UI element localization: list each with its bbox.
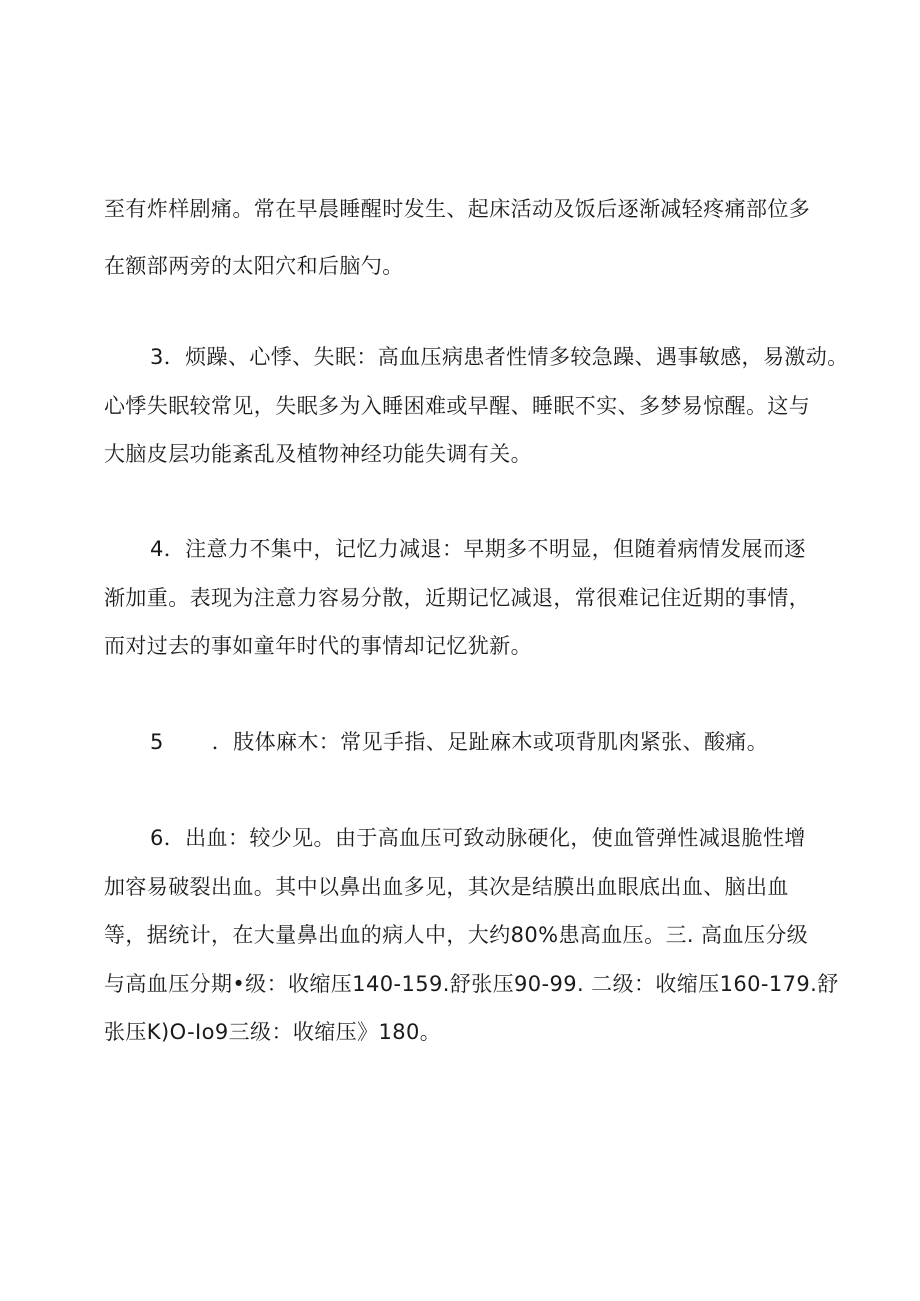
paragraph-line: 等，据统计，在大量鼻出血的病人中，大约80%患高血压。三. 高血压分级 [104,923,809,947]
item-4-first-line: 4．注意力不集中，记忆力减退：早期多不明显，但随着病情发展而逐 [150,537,806,561]
paragraph-line: 渐加重。表现为注意力容易分散，近期记忆减退，常很难记住近期的事情， [104,586,811,610]
item-5-number: 5 [150,730,164,754]
paragraph-line: 心悸失眠较常见，失眠多为入睡困难或早醒、睡眠不实、多梦易惊醒。这与 [104,394,811,418]
item-6-first-line: 6．出血：较少见。由于高血压可致动脉硬化，使血管弹性减退脆性增 [150,826,806,850]
paragraph-line: 与高血压分期•级：收缩压140-159.舒张压90-99. 二级：收缩压160-179.舒 [104,972,839,996]
paragraph-line: 大脑皮层功能紊乱及植物神经功能失调有关。 [104,442,532,466]
paragraph-line: 张压K)O-Io9三级：收缩压》180。 [104,1020,442,1044]
paragraph-line: 加容易破裂出血。其中以鼻出血多见，其次是结膜出血眼底出血、脑出血 [104,875,789,899]
paragraph-line: 而对过去的事如童年时代的事情却记忆犹新。 [104,634,532,658]
paragraph-line: 在额部两旁的太阳穴和后脑勺。 [104,254,404,278]
paragraph-line: 至有炸样剧痛。常在早晨睡醒时发生、起床活动及饭后逐渐减轻疼痛部位多 [104,197,811,221]
item-3-first-line: 3．烦躁、心悸、失眠：高血压病患者性情多较急躁、遇事敏感，易激动。 [150,345,849,369]
item-5-line [150,728,768,756]
item-5-text: ．肢体麻木：常见手指、足趾麻木或项背肌肉紧张、酸痛。 [211,730,769,754]
